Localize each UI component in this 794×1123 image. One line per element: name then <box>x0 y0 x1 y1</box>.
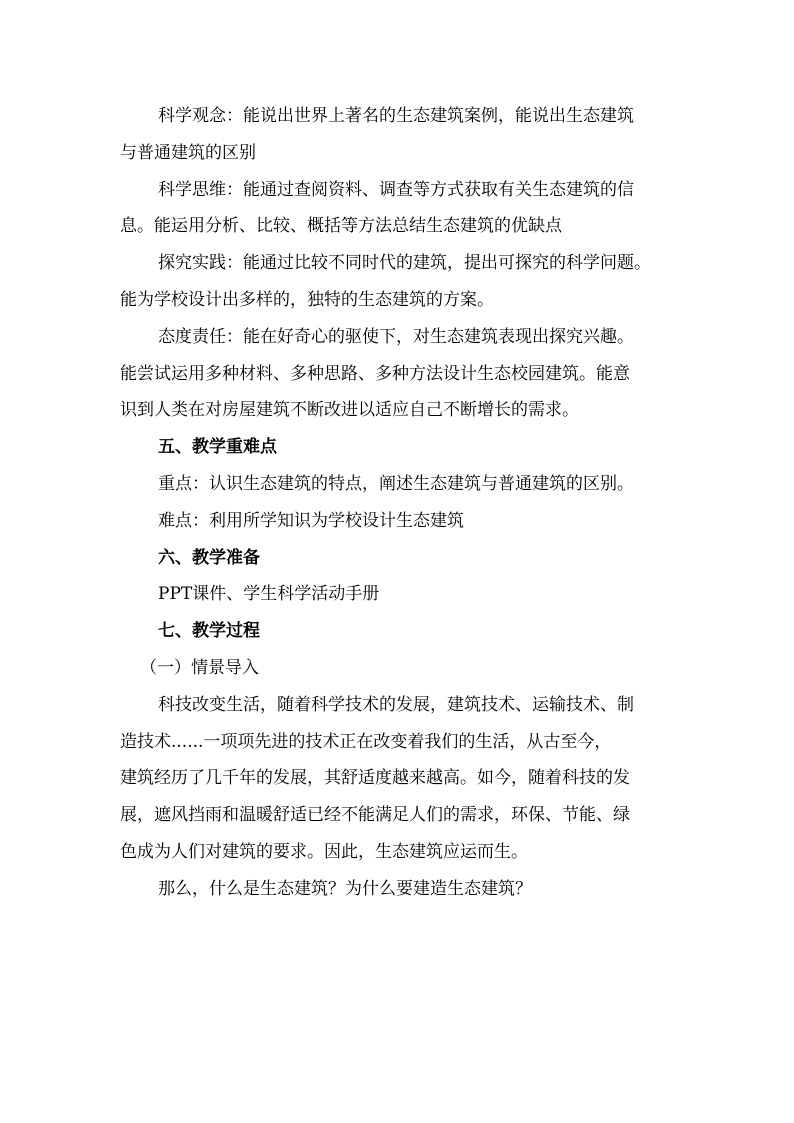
teaching-materials: PPT课件、学生科学活动手册 <box>158 584 380 605</box>
inquiry-practice-line-1: 探究实践：能通过比较不同时代的建筑，提出可探究的科学问题。 <box>158 253 651 274</box>
difficult-point: 难点：利用所学知识为学校设计生态建筑 <box>158 510 464 531</box>
document-body <box>120 98 686 908</box>
section-6-heading: 六、教学准备 <box>158 547 260 568</box>
attitude-responsibility-line-3: 识到人类在对房屋建筑不断改进以适应自己不断增长的需求。 <box>120 400 579 421</box>
science-concept-line-2: 与普通建筑的区别 <box>120 142 256 163</box>
science-concept-line-1: 科学观念：能说出世界上著名的生态建筑案例，能说出生态建筑 <box>158 106 634 126</box>
attitude-responsibility-line-2: 能尝试运用多种材料、多种思路、多种方法设计生态校园建筑。能意 <box>120 363 630 384</box>
section-7-subheading: （一）情景导入 <box>140 657 259 678</box>
intro-line-4: 展，遮风挡雨和温暖舒适已经不能满足人们的需求，环保、节能、绿 <box>120 805 630 826</box>
intro-line-2: 造技术......一项项先进的技术正在改变着我们的生活，从古至今， <box>120 731 612 752</box>
science-thinking-line-2: 息。能运用分析、比较、概括等方法总结生态建筑的优缺点 <box>120 216 562 237</box>
section-7-heading: 七、教学过程 <box>158 621 260 642</box>
intro-line-5: 色成为人们对建筑的要求。因此，生态建筑应运而生。 <box>120 841 528 862</box>
section-5-heading: 五、教学重难点 <box>158 437 277 458</box>
attitude-responsibility-line-1: 态度责任：能在好奇心的驱使下，对生态建筑表现出探究兴趣。 <box>158 326 634 347</box>
inquiry-practice-line-2: 能为学校设计出多样的，独特的生态建筑的方案。 <box>120 289 494 310</box>
intro-line-1: 科技改变生活，随着科学技术的发展，建筑技术、运输技术、制 <box>158 694 634 715</box>
lead-question: 那么，什么是生态建筑？为什么要建造生态建筑？ <box>158 878 532 899</box>
science-thinking-line-1: 科学思维：能通过查阅资料、调查等方式获取有关生态建筑的信 <box>158 179 634 200</box>
key-point: 重点：认识生态建筑的特点，阐述生态建筑与普通建筑的区别。 <box>158 473 634 494</box>
intro-line-3: 建筑经历了几千年的发展，其舒适度越来越高。如今，随着科技的发 <box>120 768 630 789</box>
